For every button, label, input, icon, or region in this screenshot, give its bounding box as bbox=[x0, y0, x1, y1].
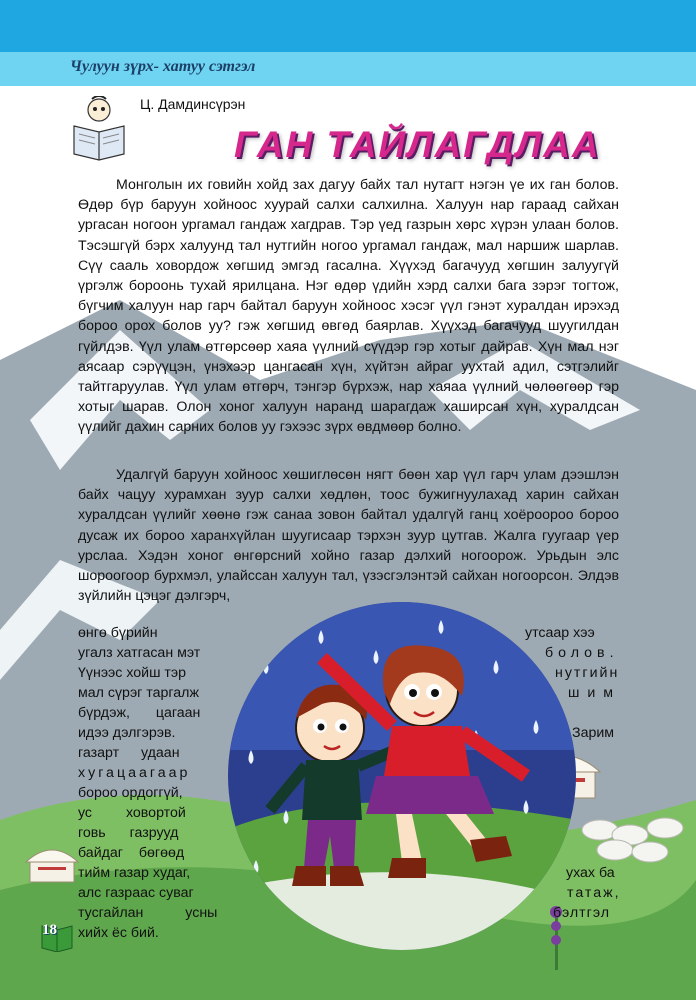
wrap-line-left: тусгайлан усны bbox=[78, 905, 218, 921]
wrap-line-right: татаж, bbox=[567, 885, 621, 901]
wrap-line-left: бороо ордоггүй, bbox=[78, 785, 183, 801]
wrap-line-right: Зарим bbox=[572, 725, 615, 741]
wrap-line-right: болов. bbox=[545, 645, 619, 661]
wrap-line-left: газарт удаан bbox=[78, 745, 180, 761]
wrap-line-left: өнгө бүрийн bbox=[78, 625, 158, 641]
rain-dance-illustration bbox=[226, 600, 578, 952]
reading-child-icon bbox=[68, 96, 130, 162]
wrap-line-left: хийх ёс бий. bbox=[78, 925, 159, 941]
wrap-line-right: шим bbox=[568, 685, 622, 701]
paragraph-1: Монголын их говийн хойд зах дагуу байх тал нутагт нэгэн үе их ган болов. Өдөр бүр баруун хойноос хуурай салхи салхилна. Халуун нар гараад сайхан ургасан ногоон ургамал гандаж хагдрав. Тэр үед газрын хөрс хүрэн улаан болов. Тэсэшгүй бэрх халуунд тал нутгийн ногоо ургамал гандаж, мал наршиж шарлав. Сүү сааль ховордож хөгшид эмгэд гасална. Хүүхэд багачууд хөгшин залуугүй үргэлж бороонь тухай ярилцана. Нэг өдөр үдийн хэрд салхи бага зэрэг тогтож, бүгчим халуун нар гарч байтал баруун хойноос хэсэг үүл гэнэт хуралдан ирэхэд бороо орох болов уу? гэж хөгшид өвгөд баярлав. Хүүхэд багачууд шуугилдан гүйлдэв. Үүл улам өтгөрсөөр хаяа үүлний сүүдэр гэр хотыг дайрав. Хүн мал нэг аясаар сэрүүцэн, үнэхээр цангасан хүн, хүйтэн айраг уухтай адил, сэтгэлийг тайтгаруулав. Үүл улам өтгөрч, тэнгэр бүрхэж, нар хаяаа үүлний чөлөөгөөр гэр хотыг шарав. Олон хоног халуун наранд шарагдаж хаширсан хүн, хуралдсан үүлийг дахин сарних болов уу гэхээс зүрх өвдмөөр болно. bbox=[78, 177, 619, 436]
wrap-line-left: Үүнээс хойш тэр bbox=[78, 665, 187, 681]
wrap-line-left: тийм газар худаг, bbox=[78, 865, 191, 881]
wrap-line-left: алс газраас суваг bbox=[78, 885, 194, 901]
page-number: 18 bbox=[42, 922, 57, 938]
wrap-line-right: утсаар хээ bbox=[525, 625, 595, 641]
wrap-line-left: хугацаагаар bbox=[78, 765, 191, 781]
page-number-badge bbox=[40, 916, 74, 952]
running-head-text: Чулуун зүрх- хатуу сэтгэл bbox=[70, 58, 256, 75]
article-title: ГАН ТАЙЛАГДЛАА bbox=[234, 124, 601, 165]
wrap-line-left: идээ дэлгэрэв. bbox=[78, 725, 176, 741]
wrap-line-left: ус ховортой bbox=[78, 805, 186, 821]
wrap-line-right: нутгийн bbox=[555, 665, 620, 681]
paragraph-2: Удалгүй баруун хойноос хөшиглөсөн нягт бөөн хар үүл гарч улам дээшлэн байх чацуу хурамхан зуур салхи хөдлөн, тоос бужигнуулахад харин сайхан хуралдсан үүлийг хөөнө гэж санаа зовон байтал удалгүй ганц хоёроороо бороо дусаж их бороо харанхүйлан шуугисаар тэрхэн зуур цутгав. Жалга гуугаар үер урслаа. Хэдэн хоног өнгөрсний хойно газар дэлхий ногоорож. Урьдын элс шороогоор бурхмэл, улайссан халуун тал, үзэсгэлэнтэй сайхан ногоорсон. Элдэв зүйлийн цэцэг дэлгэрч, bbox=[78, 467, 619, 605]
wrap-line-left: угалз хатгасан мэт bbox=[78, 645, 201, 661]
wrap-line-left: бүрдэж, цагаан bbox=[78, 705, 201, 721]
wrap-line-left: говь газрууд bbox=[78, 825, 179, 841]
wrap-line-left: байдаг бөгөөд bbox=[78, 845, 185, 861]
wrap-line-right: ухах ба bbox=[566, 865, 615, 881]
running-head-band bbox=[0, 52, 696, 86]
wrap-line-right: бэлтгэл bbox=[553, 905, 611, 921]
wrap-line-left: мал сүрэг таргалж bbox=[78, 685, 199, 701]
author-name: Ц. Дамдинсүрэн bbox=[140, 96, 246, 112]
